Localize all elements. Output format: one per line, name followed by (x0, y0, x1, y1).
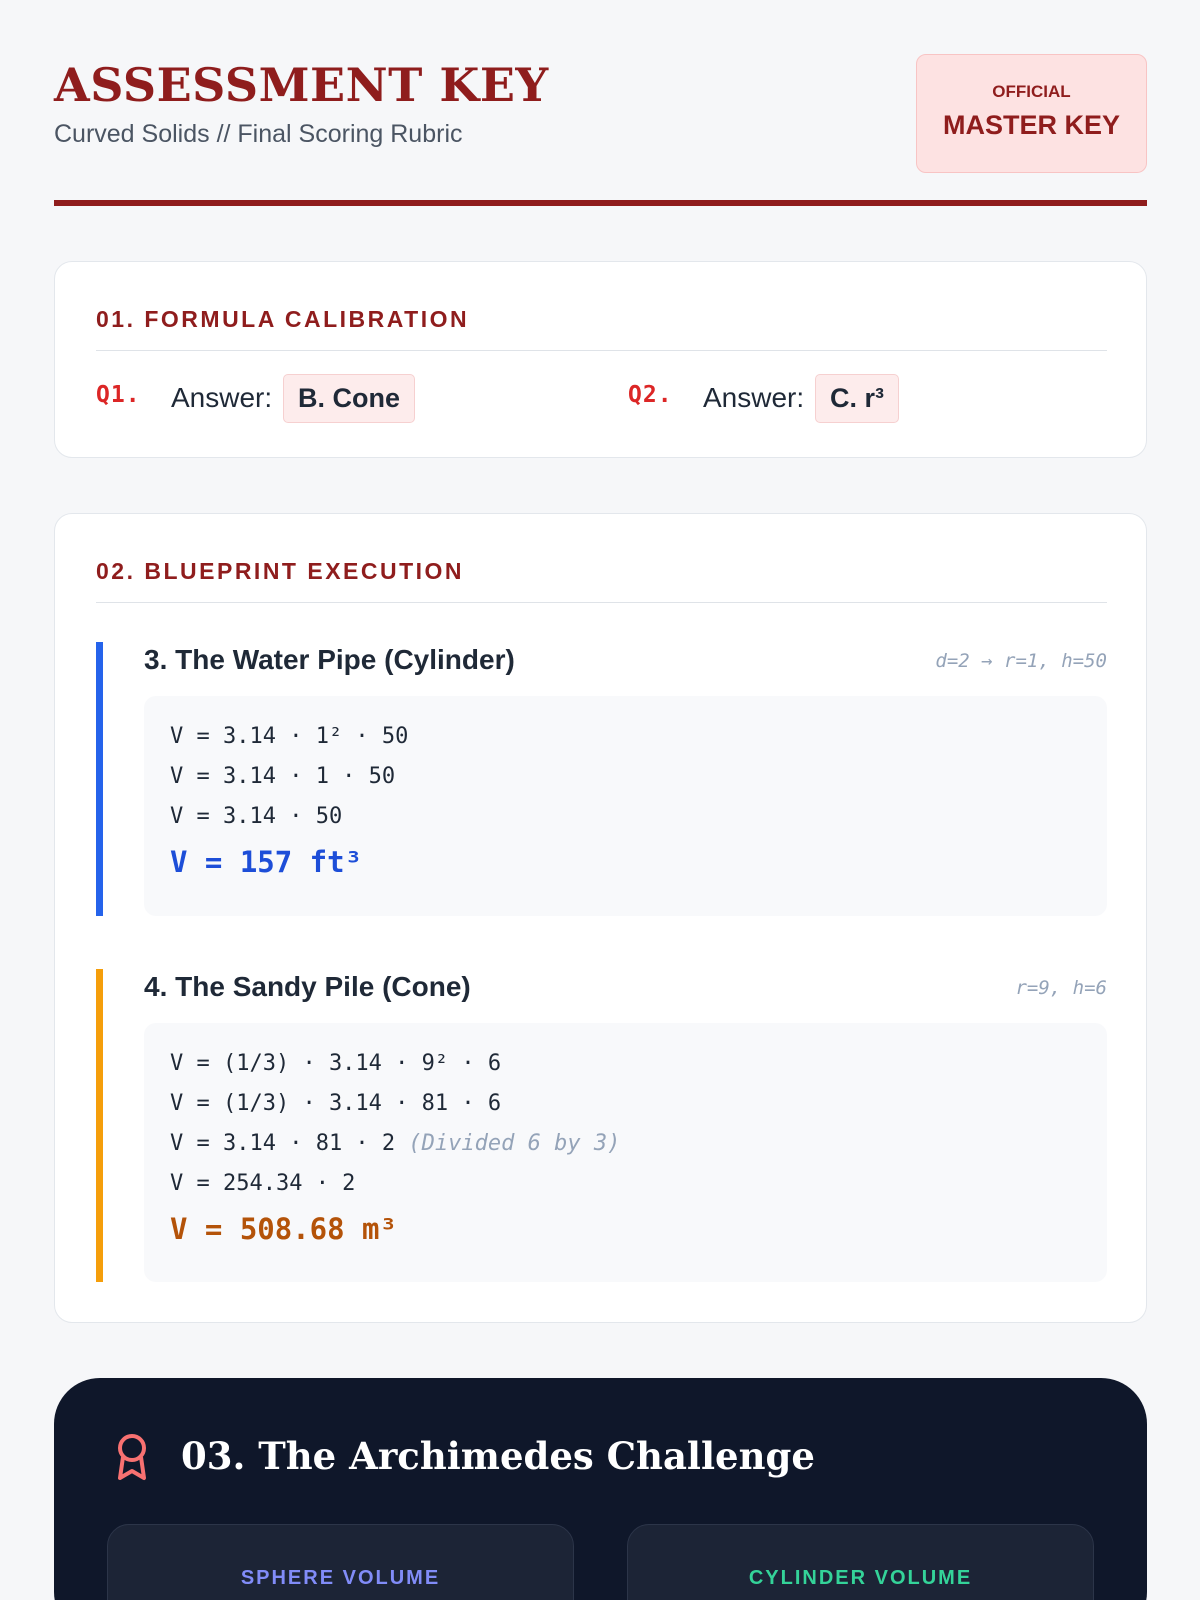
badge-official-label: OFFICIAL (992, 82, 1071, 101)
problem-accent-bar (96, 642, 103, 916)
badge-master-key-label: MASTER KEY (942, 110, 1121, 140)
award-ribbon-icon (114, 1432, 150, 1482)
answer-label: Answer: (171, 382, 273, 413)
cylinder-volume-card (627, 1524, 1094, 1600)
final-answer: V = 508.68 m³ (170, 1212, 397, 1246)
solution-step: V = (1/3) · 3.14 · 9² · 6 (170, 1051, 502, 1076)
section-title: 02. BLUEPRINT EXECUTION (96, 558, 465, 584)
answer-value: C. r³ (815, 374, 899, 423)
header-divider (54, 200, 1147, 206)
final-answer: V = 157 ft³ (170, 845, 363, 879)
solution-step: V = 3.14 · 50 (170, 804, 343, 829)
page-subtitle: Curved Solids // Final Scoring Rubric (54, 120, 463, 148)
given-values: d=2 → r=1, h=50 (935, 650, 1107, 672)
solution-step: V = 3.14 · 1 · 50 (170, 764, 396, 789)
cylinder-volume-label: CYLINDER VOLUME (748, 1567, 973, 1589)
problem-sandy-pile (96, 969, 1107, 1282)
problem-title: 4. The Sandy Pile (Cone) (144, 971, 471, 1002)
page-title: ASSESSMENT KEY (54, 58, 549, 112)
solution-step: V = 3.14 · 1² · 50 (170, 724, 409, 749)
solution-step: V = 3.14 · 81 · 2 (170, 1131, 396, 1156)
header (54, 54, 1147, 206)
section-divider (96, 350, 1107, 351)
question-number: Q2. (628, 382, 673, 408)
solution-workbox (144, 696, 1107, 916)
section-divider (96, 602, 1107, 603)
question-number: Q1. (96, 382, 141, 408)
problem-water-pipe (96, 642, 1107, 916)
answer-label: Answer: (703, 382, 805, 413)
sphere-volume-label: SPHERE VOLUME (240, 1567, 441, 1589)
solution-step: V = (1/3) · 3.14 · 81 · 6 (170, 1091, 502, 1116)
solution-step-with-note (170, 1131, 620, 1156)
given-values: r=9, h=6 (1015, 977, 1107, 999)
solution-step: V = 254.34 · 2 (170, 1171, 356, 1196)
master-key-badge (916, 54, 1147, 173)
formula-calibration-card (54, 261, 1147, 458)
blueprint-execution-card (54, 513, 1147, 1323)
archimedes-challenge-card (54, 1378, 1147, 1600)
challenge-title: 03. The Archimedes Challenge (181, 1434, 815, 1478)
step-note: (Divided 6 by 3) (408, 1131, 621, 1156)
problem-title: 3. The Water Pipe (Cylinder) (144, 644, 515, 675)
solution-workbox (144, 1023, 1107, 1282)
answer-value: B. Cone (283, 374, 415, 423)
problem-accent-bar (96, 969, 103, 1282)
sphere-volume-card (107, 1524, 574, 1600)
section-title: 01. FORMULA CALIBRATION (96, 306, 470, 332)
